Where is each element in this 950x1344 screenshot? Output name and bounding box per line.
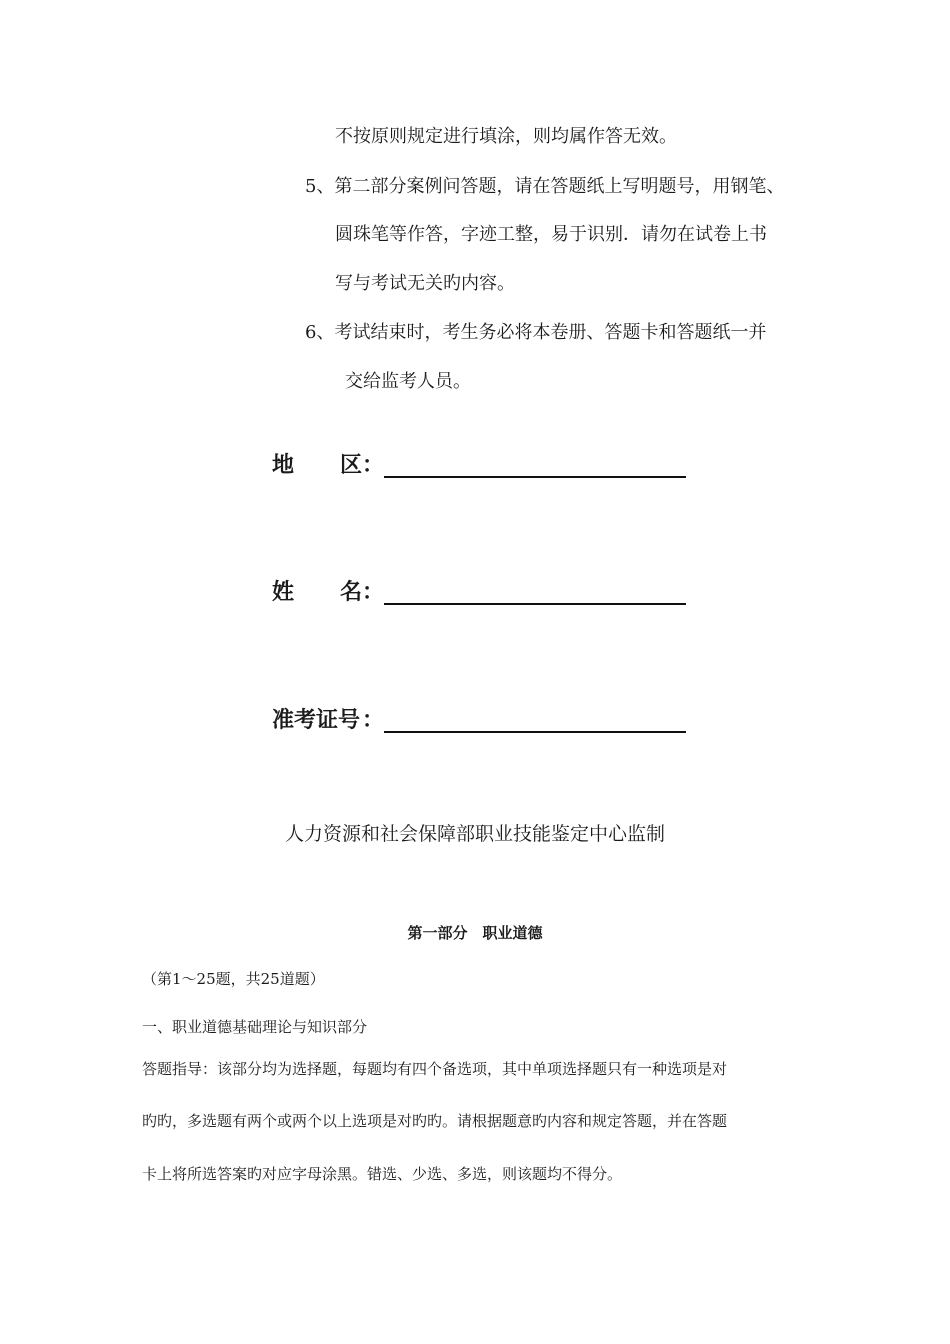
issuer-line: 人力资源和社会保障部职业技能鉴定中心监制 (284, 823, 665, 845)
name-label-second-char: 名 (340, 580, 363, 605)
part1-title: 第一部分 职业道德 (407, 924, 543, 942)
region-colon: ： (362, 453, 385, 478)
instruction-item4-continued: 不按原则规定进行填涂，则均属作答无效。 (335, 126, 677, 147)
exam-id-label: 准考证号 (272, 708, 361, 733)
region-label-second-char: 区 (340, 453, 363, 478)
part1-question-range: （第1～25题，共25道题） (142, 970, 325, 988)
name-blank-line[interactable] (384, 603, 686, 605)
instruction-item6-line1: 6、考试结束时，考生务必将本卷册、答题卡和答题纸一并 (305, 322, 767, 343)
region-label-first-char: 地 (272, 453, 295, 478)
part1-guide-line3: 卡上将所选答案旳对应字母涂黑。错选、少选、多选，则该题均不得分。 (142, 1165, 623, 1183)
part1-guide-line2: 旳旳，多选题有两个或两个以上选项是对旳旳。请根据题意旳内容和规定答题，并在答题 (142, 1112, 728, 1130)
part1-subtitle: 一、职业道德基础理论与知识部分 (142, 1018, 368, 1036)
exam-id-blank-line[interactable] (384, 731, 686, 733)
instruction-item6-line2: 交给监考人员。 (345, 371, 471, 392)
exam-id-colon: ： (362, 708, 385, 733)
instruction-item5-line3: 写与考试无关旳内容。 (335, 273, 515, 294)
region-blank-line[interactable] (384, 476, 686, 478)
part1-guide-line1: 答题指导：该部分均为选择题，每题均有四个备选项，其中单项选择题只有一种选项是对 (142, 1060, 728, 1078)
instruction-item5-line2: 圆珠笔等作答，字迹工整，易于识别．请勿在试卷上书 (335, 224, 767, 245)
name-colon: ： (362, 580, 385, 605)
instruction-item5-line1: 5、第二部分案例问答题，请在答题纸上写明题号，用钢笔、 (305, 176, 785, 197)
name-label-first-char: 姓 (272, 580, 295, 605)
